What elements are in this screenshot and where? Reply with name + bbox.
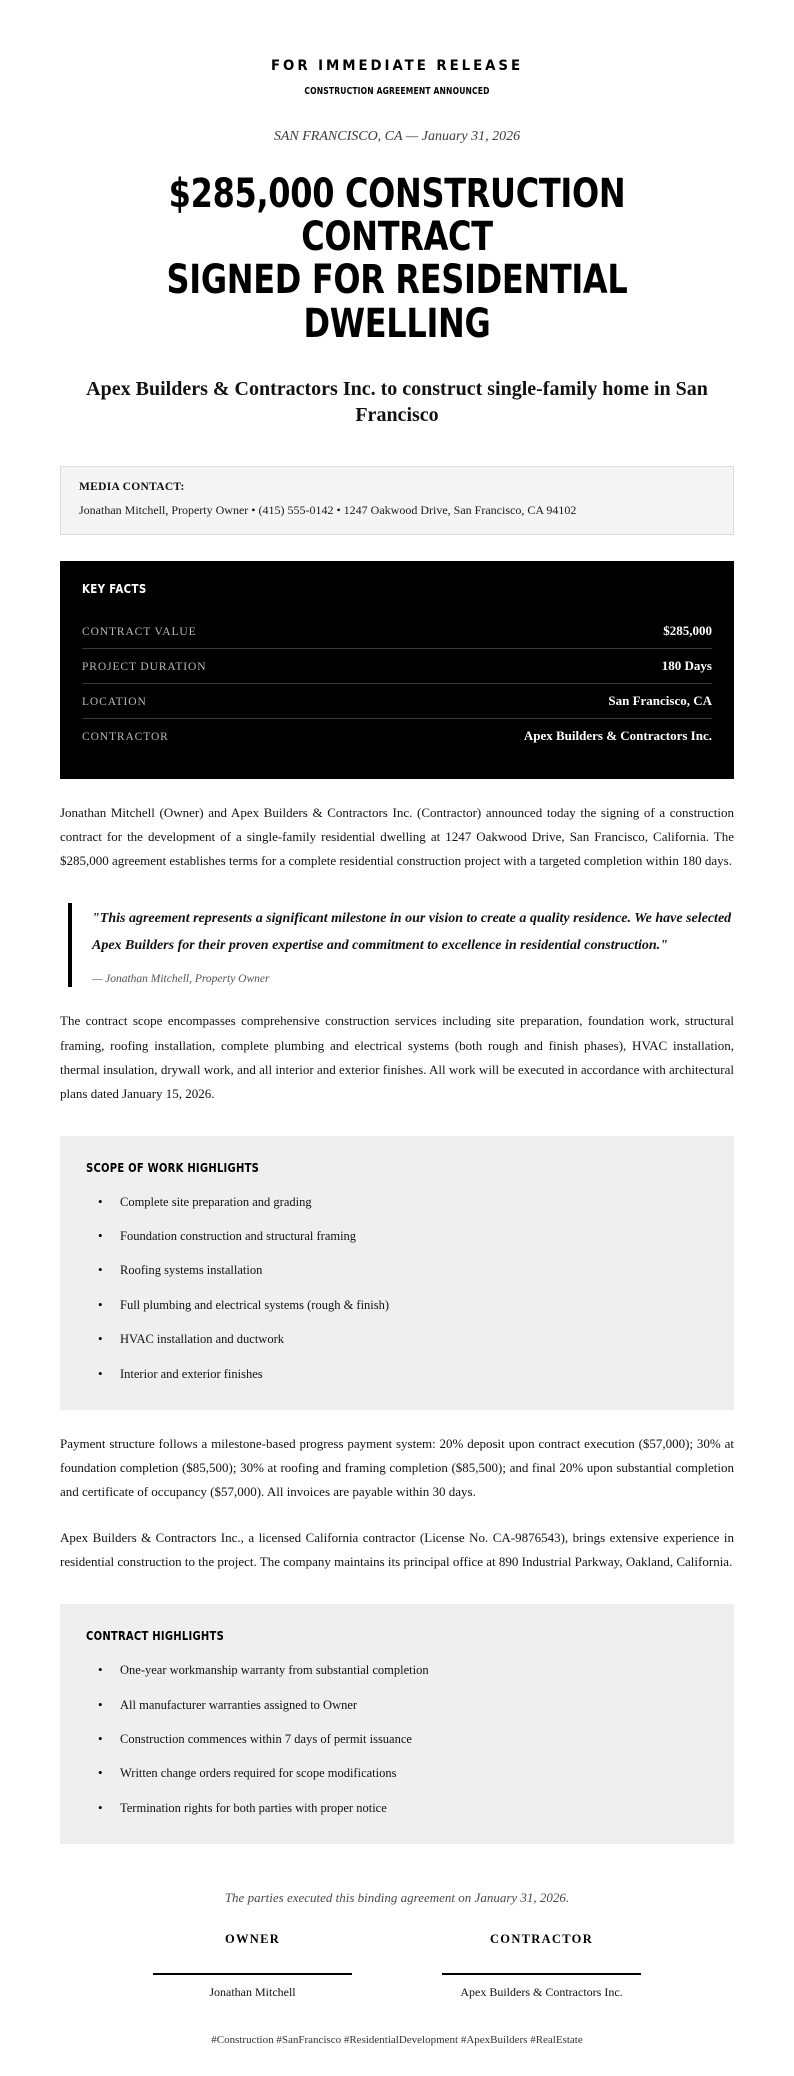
release-subtag: CONSTRUCTION AGREEMENT ANNOUNCED xyxy=(304,86,490,97)
list-item: • Written change orders required for scope modifications xyxy=(86,1764,708,1783)
signature-block xyxy=(60,1932,734,2000)
signature-role: OWNER xyxy=(224,1932,281,1947)
body-paragraph-2: The contract scope encompasses comprehensive construction services including site preparation, foundation work, structural framing, roofing installation, complete plumbing and electrical systems (both rough and finish phases), HVAC installation, thermal insulation, drywall work, and all interior and exterior finishes. All work will be executed in accordance with architectural plans dated January 15, 2026. xyxy=(60,1013,734,1101)
list-item: • Roofing systems installation xyxy=(86,1261,708,1280)
body-paragraph-1: Jonathan Mitchell (Owner) and Apex Builders & Contractors Inc. (Contractor) announced today the signing of a construction contract for the development of a single-family residential dwelling at 1247 Oakwood Drive, San Francisco, California. The $285,000 agreement establishes terms for a complete residential construction project with a targeted completion within 180 days. xyxy=(60,804,734,868)
media-contact-label: MEDIA CONTACT: xyxy=(79,480,185,493)
release-tag: FOR IMMEDIATE RELEASE xyxy=(270,58,524,74)
list-item: • Full plumbing and electrical systems (rough & finish) xyxy=(86,1296,708,1315)
hashtags-footer: #Construction #SanFrancisco #ResidentialDevelopment #ApexBuilders #RealEstate xyxy=(211,2034,583,2047)
contract-highlights-list xyxy=(86,1661,708,1818)
key-fact-row xyxy=(82,614,712,649)
body-paragraph-3: Payment structure follows a milestone-based progress payment system: 20% deposit upon contract execution ($57,000); 30% at foundation completion ($85,500); 30% at roofing and framing completion ($85,500); and final 20% upon substantial completion and certificate of occupancy ($57,000). All invoices are payable within 30 days. xyxy=(60,1435,734,1500)
list-item: • HVAC installation and ductwork xyxy=(86,1330,708,1349)
contract-highlights-box xyxy=(60,1604,734,1844)
execution-note: The parties executed this binding agreement on January 31, 2026. xyxy=(224,1890,570,1906)
media-contact-details: Jonathan Mitchell, Property Owner • (415) 555-0142 • 1247 Oakwood Drive, San Francisco, CA 94102 xyxy=(79,502,577,517)
media-contact-box xyxy=(60,466,734,535)
list-item: • Complete site preparation and grading xyxy=(86,1193,708,1212)
pull-quote xyxy=(68,903,734,988)
list-item: • Interior and exterior finishes xyxy=(86,1365,708,1384)
key-facts-panel xyxy=(60,561,734,779)
signature-name: Jonathan Mitchell xyxy=(209,1985,296,2000)
key-facts-title: KEY FACTS xyxy=(82,580,147,596)
subheadline: Apex Builders & Contractors Inc. to construct single-family home in San Francisco xyxy=(86,377,708,426)
page-title xyxy=(127,173,666,346)
scope-of-work-list xyxy=(86,1193,708,1384)
scope-of-work-box xyxy=(60,1136,734,1410)
signature-line xyxy=(153,1973,352,1975)
key-fact-label: CONTRACTOR xyxy=(82,730,169,743)
key-fact-label: LOCATION xyxy=(82,695,147,708)
key-fact-value: $285,000 xyxy=(663,622,712,638)
dateline: SAN FRANCISCO, CA — January 31, 2026 xyxy=(273,129,521,144)
key-fact-value: San Francisco, CA xyxy=(608,692,712,708)
signature-owner xyxy=(145,1932,360,2000)
list-item: • Foundation construction and structural framing xyxy=(86,1227,708,1246)
key-fact-value: 180 Days xyxy=(661,657,712,673)
key-fact-value: Apex Builders & Contractors Inc. xyxy=(523,727,712,743)
scope-of-work-title: SCOPE OF WORK HIGHLIGHTS xyxy=(86,1159,260,1175)
pull-quote-text: "This agreement represents a significant milestone in our vision to create a quality residence. We have selected Apex Builders for their proven expertise and commitment to excellence in residential construction." xyxy=(92,910,732,954)
signature-role: CONTRACTOR xyxy=(489,1932,594,1947)
signature-name: Apex Builders & Contractors Inc. xyxy=(460,1985,623,2000)
headline-line-1: $285,000 CONSTRUCTION CONTRACT xyxy=(168,171,626,261)
key-fact-row xyxy=(82,719,712,753)
list-item: • All manufacturer warranties assigned to Owner xyxy=(86,1696,708,1715)
body-paragraph-4: Apex Builders & Contractors Inc., a licensed California contractor (License No. CA-9876543), brings extensive experience in residential construction to the project. The company maintains its principal office at 890 Industrial Parkway, Oakland, California. xyxy=(60,1530,734,1570)
signature-contractor xyxy=(434,1932,649,2000)
list-item: • Termination rights for both parties with proper notice xyxy=(86,1799,708,1818)
key-fact-row xyxy=(82,649,712,684)
contract-highlights-title: CONTRACT HIGHLIGHTS xyxy=(86,1628,225,1644)
key-fact-label: CONTRACT VALUE xyxy=(82,625,197,638)
list-item: • Construction commences within 7 days of permit issuance xyxy=(86,1730,708,1749)
pull-quote-attribution: — Jonathan Mitchell, Property Owner xyxy=(92,973,270,986)
list-item: • One-year workmanship warranty from substantial completion xyxy=(86,1661,708,1680)
key-fact-row xyxy=(82,684,712,719)
key-fact-label: PROJECT DURATION xyxy=(82,660,207,673)
headline-line-2: SIGNED FOR RESIDENTIAL DWELLING xyxy=(166,257,628,347)
signature-line xyxy=(442,1973,641,1975)
